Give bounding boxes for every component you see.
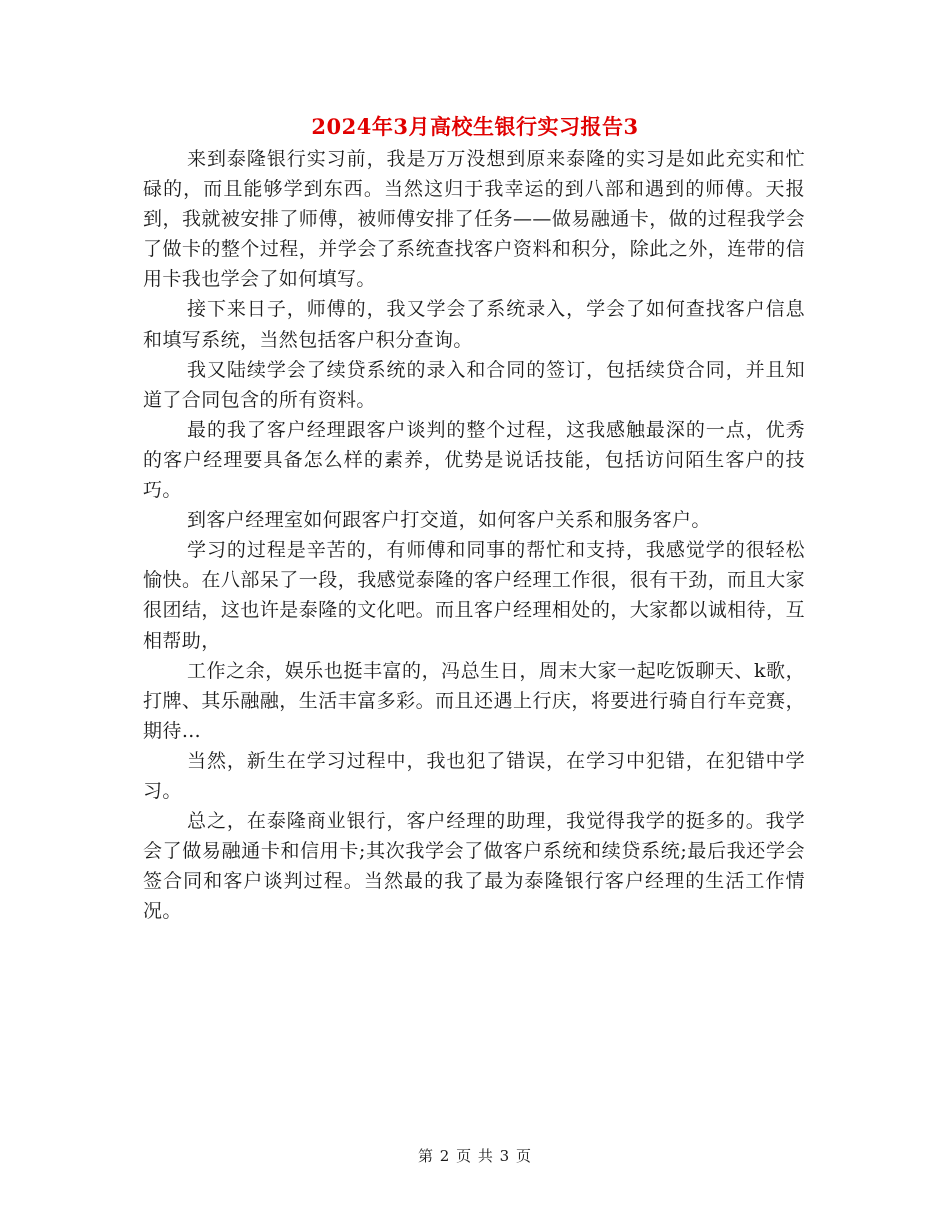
paragraph: 工作之余，娱乐也挺丰富的，冯总生日，周末大家一起吃饭聊天、k歌，打牌、其乐融融，生活丰富多彩。而且还遇上行庆，将要进行骑自行车竞赛，期待… bbox=[143, 659, 805, 742]
document-body bbox=[143, 144, 805, 926]
page-number-footer: 第 2 页 共 3 页 bbox=[418, 1147, 532, 1165]
paragraph: 来到泰隆银行实习前，我是万万没想到原来泰隆的实习是如此充实和忙碌的，而且能够学到东西。当然这归于我幸运的到八部和遇到的师傅。天报到，我就被安排了师傅，被师傅安排了任务——做易融通卡，做的过程我学会了做卡的整个过程，并学会了系统查找客户资料和积分，除此之外，连带的信用卡我也学会了如何填写。 bbox=[143, 148, 805, 291]
paragraph: 最的我了客户经理跟客户谈判的整个过程，这我感触最深的一点，优秀的客户经理要具备怎么样的素养，优势是说话技能，包括访问陌生客户的技巧。 bbox=[143, 418, 805, 502]
document-title: 2024年3月高校生银行实习报告3 bbox=[311, 114, 639, 139]
paragraph: 接下来日子，师傅的，我又学会了系统录入，学会了如何查找客户信息和填写系统，当然包括客户积分查询。 bbox=[143, 298, 805, 351]
paragraph: 当然，新生在学习过程中，我也犯了错误，在学习中犯错，在犯错中学习。 bbox=[143, 749, 805, 802]
paragraph: 总之，在泰隆商业银行，客户经理的助理，我觉得我学的挺多的。我学会了做易融通卡和信用卡;其次我学会了做客户系统和续贷系统;最后我还学会签合同和客户谈判过程。当然最的我了最为泰隆银行客户经理的生活工作情况。 bbox=[143, 810, 805, 923]
paragraph: 到客户经理室如何跟客户打交道，如何客户关系和服务客户。 bbox=[187, 509, 711, 532]
paragraph: 我又陆续学会了续贷系统的录入和合同的签订，包括续贷合同，并且知道了合同包含的所有资料。 bbox=[143, 358, 805, 411]
paragraph: 学习的过程是辛苦的，有师傅和同事的帮忙和支持，我感觉学的很轻松愉快。在八部呆了一段，我感觉泰隆的客户经理工作很，很有干劲，而且大家很团结，这也许是泰隆的文化吧。而且客户经理相处的，大家都以诚相待，互相帮助， bbox=[143, 539, 805, 652]
